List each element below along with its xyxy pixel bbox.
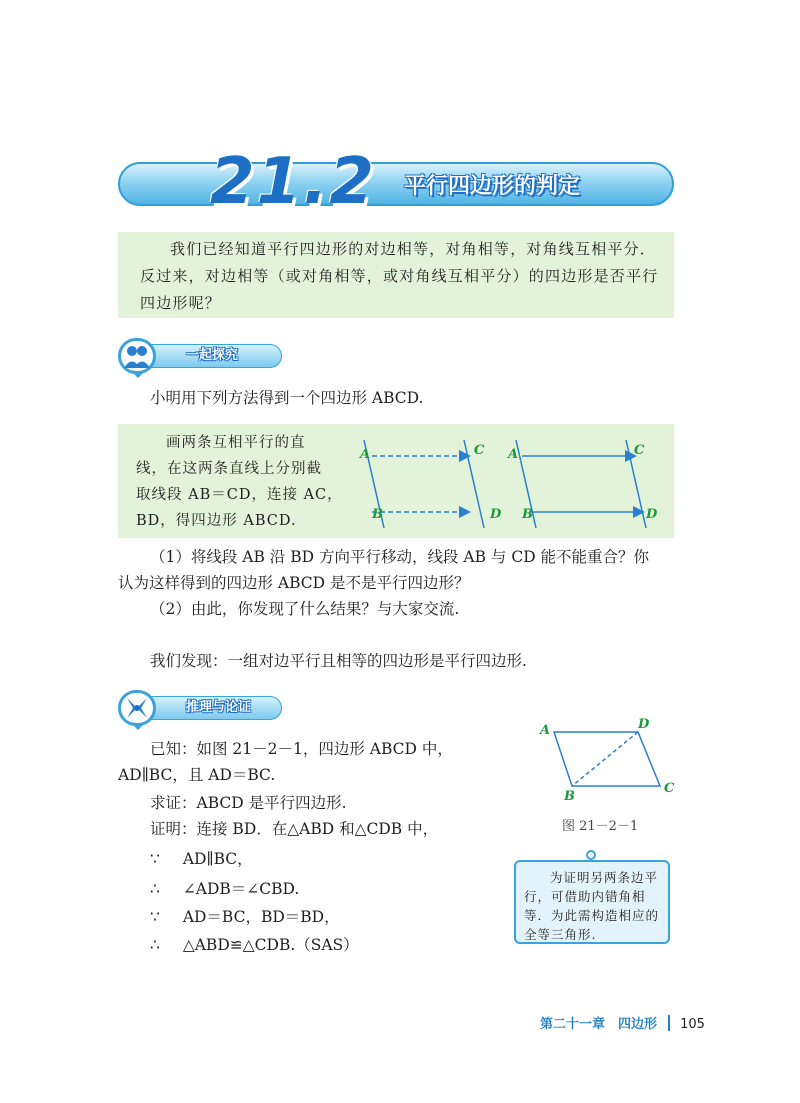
svg-text:B: B [522,507,533,522]
section-number: 21.2 [210,145,376,219]
prove-statement: 求证：ABCD 是平行四边形. [150,794,347,812]
figure-21-2-1 [530,712,690,804]
people-icon [118,338,156,374]
explore-header-label: 一起探究 [186,348,239,363]
svg-text:A: A [360,447,371,462]
proof-step-4: ∴ △ABD≌△CDB.（SAS） [150,936,359,954]
section-title: 平行四边形的判定 [404,174,581,199]
svg-text:B: B [564,789,575,804]
svg-text:D: D [490,507,502,522]
svg-text:A: A [508,447,519,462]
note-pin-icon [586,850,596,860]
proof-header [118,690,288,726]
hint-note [514,860,670,944]
intro-box [118,232,674,318]
svg-text:A: A [540,723,551,738]
chapter-label: 第二十一章 四边形 [540,1017,658,1032]
question-1-line-1: （1）将线段 AB 沿 BD 方向平行移动，线段 AB 与 CD 能不能重合？你 [150,548,650,566]
svg-text:D: D [646,507,658,522]
explore-figures [350,428,670,532]
footer-divider [668,1015,670,1031]
question-1-line-2: 认为这样得到的四边形 ABCD 是不是平行四边形？ [118,574,470,592]
explore-header [118,338,288,374]
explore-box-text: 画两条互相平行的直 线，在这两条直线上分别截 取线段 AB＝CD，连接 AC， BD，得四边形 ABCD. [136,435,343,529]
figure-parallelogram [506,440,658,528]
explore-lead: 小明用下列方法得到一个四边形 ABCD. [150,389,424,407]
section-title-banner [118,145,674,219]
figure-moving-segment [358,440,502,528]
svg-text:C: C [474,443,485,458]
proof-step-3: ∵ AD＝BC，BD＝BD， [150,908,340,926]
page-footer [540,1014,705,1036]
intro-text: 我们已经知道平行四边形的对边相等，对角相等，对角线互相平分．反过来，对边相等（或对角相等，或对角线互相平分）的四边形是否平行四边形呢？ [140,240,659,312]
proof-header-label: 推理与论证 [186,700,252,715]
svg-text:B: B [372,507,383,522]
proof-step-1: ∵ AD∥BC， [150,850,253,868]
figure-caption: 图 21－2－1 [562,819,639,834]
page-number: 105 [680,1017,705,1032]
given-line-1: 已知：如图 21－2－1，四边形 ABCD 中， [150,740,453,758]
proof-step-2: ∴ ∠ADB＝∠CBD. [150,880,300,898]
svg-text:C: C [664,781,675,796]
svg-text:C: C [634,443,645,458]
proof-start: 证明：连接 BD．在△ABD 和△CDB 中， [150,820,439,838]
reasoning-icon [118,690,156,726]
finding-statement: 我们发现：一组对边平行且相等的四边形是平行四边形. [150,652,527,670]
given-line-2: AD∥BC，且 AD＝BC. [118,766,276,784]
banner-bar [118,162,674,206]
hint-note-text: 为证明另两条边平行，可借助内错角相等．为此需构造相应的全等三角形. [524,870,660,942]
question-2: （2）由此，你发现了什么结果？与大家交流. [150,600,460,618]
svg-text:D: D [638,717,650,732]
